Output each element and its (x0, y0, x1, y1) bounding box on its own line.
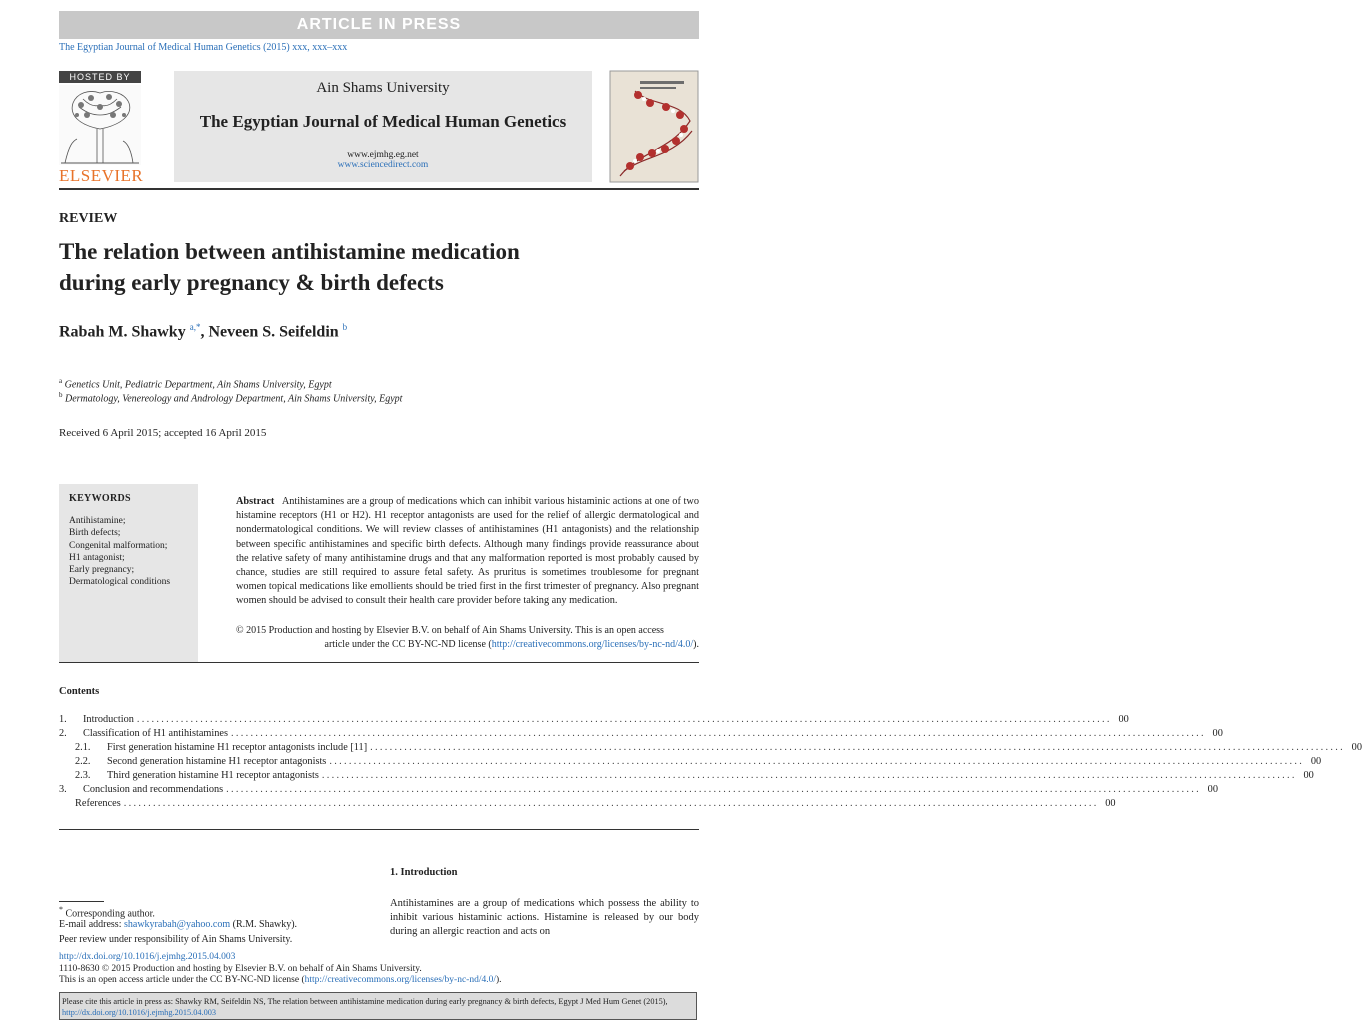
toc-leader-dots: ........................................................................................................................................................................................................ (231, 728, 1206, 739)
license-link[interactable]: http://creativecommons.org/licenses/by-nc-nd/4.0/ (491, 639, 694, 650)
toc-row[interactable] (59, 783, 1218, 797)
open-access-license-link[interactable]: http://creativecommons.org/licenses/by-nc-nd/4.0/ (304, 975, 496, 985)
journal-cover-image (610, 71, 698, 182)
peer-review-note: Peer review under responsibility of Ain Shams University. (59, 934, 293, 945)
toc-page-number: 00 (1303, 770, 1314, 781)
corresponding-author-mark: * (59, 905, 63, 914)
toc-label[interactable]: Conclusion and recommendations (83, 784, 224, 795)
toc-leader-dots: ........................................................................................................................................................................................................ (226, 784, 1201, 795)
email-suffix: (R.M. Shawky). (232, 919, 298, 930)
toc-page-number: 00 (1105, 798, 1116, 809)
toc-row[interactable] (59, 755, 1322, 769)
article-title-line-2: during early pregnancy & birth defects (59, 270, 444, 295)
journal-citation-link[interactable]: The Egyptian Journal of Medical Human Genetics (2015) xxx, xxx–xxx (59, 42, 348, 53)
journal-website-link[interactable]: www.ejmhg.eg.net (347, 150, 419, 160)
toc-page-number: 00 (1207, 784, 1218, 795)
toc-number: 1. (59, 714, 67, 725)
doi-link[interactable]: http://dx.doi.org/10.1016/j.ejmhg.2015.04.003 (59, 952, 236, 962)
toc-label[interactable]: Third generation histamine H1 receptor antagonists (107, 770, 319, 781)
toc-number: 2.1. (75, 742, 91, 753)
footnote-divider (59, 901, 104, 902)
header-divider (59, 188, 699, 190)
affiliation-b-text: Dermatology, Venereology and Andrology Department, Ain Shams University, Egypt (65, 393, 403, 405)
article-type-label: REVIEW (59, 211, 118, 226)
keyword-item: Birth defects; (69, 528, 121, 539)
toc-row[interactable] (59, 741, 1362, 755)
article-title-line-1: The relation between antihistamine medication (59, 239, 520, 264)
abstract-text: Antihistamines are a group of medications which can inhibit various histaminic actions at one of two histamine receptors (H1 or H2). H1 receptor antagonists are used for the relief of allergic dermatological and nondermatological conditions. We will review classes of antihistamines (H1 antagonists) and the relationship between specific antihistamines and specific birth defects. Although many findings provide reassurance about the relative safety of many antihistamine drugs and that any malformation reported is most probably caused by chance, studies are still required to assure fetal safety. As pruritus is sometimes troublesome for pregnant women topical medications like emollients should be tried first in the first trimester of pregnancy. Also pregnant women should be advised to consult their health care provider before taking any medication. (236, 496, 700, 607)
toc-row[interactable] (59, 713, 1129, 727)
author-1-name[interactable]: Rabah M. Shawky (59, 323, 186, 341)
toc-page-number: 00 (1118, 714, 1129, 725)
article-bottom-info (59, 952, 502, 987)
abstract (236, 495, 699, 609)
abstract-divider (59, 662, 699, 663)
toc-number: 2.2. (75, 756, 91, 767)
author-separator: , (200, 323, 205, 341)
please-cite-box (59, 992, 697, 1020)
email-link[interactable]: shawkyrabah@yahoo.com (123, 919, 231, 930)
journal-title: The Egyptian Journal of Medical Human Genetics (199, 112, 567, 131)
open-access-suffix: ). (496, 975, 502, 985)
toc-leader-dots: ........................................................................................................................................................................................................ (321, 770, 1297, 781)
university-name: Ain Shams University (316, 80, 450, 96)
elsevier-tree-logo-icon (59, 85, 141, 165)
copyright-line-2-suffix: ). (693, 639, 699, 650)
author-2-affiliation-mark[interactable]: b (342, 322, 348, 332)
toc-label[interactable]: Classification of H1 antihistamines (83, 728, 228, 739)
received-dates: Received 6 April 2015; accepted 16 April 2015 (59, 427, 267, 439)
issn-line: 1110-8630 © 2015 Production and hosting by Elsevier B.V. on behalf of Ain Shams University. (59, 963, 422, 974)
please-cite-doi-link[interactable]: http://dx.doi.org/10.1016/j.ejmhg.2015.04.003 (62, 1008, 217, 1017)
corresponding-author-note (59, 905, 155, 919)
keyword-item: Early pregnancy; (69, 565, 135, 576)
abstract-copyright (236, 624, 699, 652)
toc-leader-dots: ........................................................................................................................................................................................................ (123, 798, 1099, 809)
copyright-line-2-prefix: article under the CC BY-NC-ND license ( (324, 639, 492, 650)
toc-number (59, 797, 75, 811)
affiliation-a-text: Genetics Unit, Pediatric Department, Ain Shams University, Egypt (64, 379, 332, 391)
hosted-by-label: HOSTED BY (59, 71, 141, 83)
toc-row[interactable] (59, 727, 1223, 741)
toc-number: 3. (59, 784, 67, 795)
affiliation-a (59, 377, 332, 390)
toc-page-number: 00 (1310, 756, 1322, 767)
please-cite-text: Please cite this article in press as: Shawky RM, Seifeldin NS, The relation between antihistamine medication during early pregnancy & birth defects, Egypt J Med Hum Genet (2015), (62, 997, 668, 1006)
affiliation-b (59, 391, 402, 404)
toc-page-number: 00 (1212, 728, 1223, 739)
corresponding-author-text: Corresponding author. (65, 908, 155, 920)
email-note (59, 919, 297, 930)
open-access-line (59, 975, 502, 987)
introduction-heading: 1. Introduction (390, 867, 458, 878)
open-access-prefix: This is an open access article under the CC BY-NC-ND license ( (59, 975, 305, 985)
introduction-paragraph: Antihistamines are a group of medications which possess the ability to inhibit various histaminic actions. Histamine is released by our body during an allergic reaction and acts on (390, 898, 699, 937)
toc-number: 2. (59, 728, 67, 739)
keywords-title: KEYWORDS (69, 493, 131, 504)
article-title (59, 236, 679, 298)
sciencedirect-link[interactable]: www.sciencedirect.com (337, 160, 429, 170)
contents-title: Contents (59, 686, 100, 697)
toc-label[interactable]: References (75, 798, 121, 809)
toc-row[interactable] (59, 797, 1116, 811)
article-in-press-banner: ARTICLE IN PRESS (59, 11, 699, 39)
author-list (59, 322, 347, 341)
toc-leader-dots: ........................................................................................................................................................................................................ (136, 714, 1112, 725)
keyword-item: Congenital malformation; (69, 540, 168, 551)
author-2-name[interactable]: Neveen S. Seifeldin (208, 323, 339, 341)
toc-label[interactable]: Introduction (83, 714, 134, 725)
toc-page-number: 00 (1351, 742, 1362, 753)
table-of-contents (59, 713, 1362, 811)
elsevier-wordmark: ELSEVIER (59, 166, 144, 185)
keyword-item: Dermatological conditions (69, 577, 171, 588)
toc-number: 2.3. (75, 770, 91, 781)
toc-label[interactable]: Second generation histamine H1 receptor antagonists (107, 756, 327, 767)
toc-label[interactable]: First generation histamine H1 receptor antagonists include [11] (107, 742, 368, 753)
keywords-list (69, 515, 170, 589)
email-label: E-mail address: (59, 919, 122, 930)
affiliation-a-mark: a (59, 377, 63, 385)
affiliation-b-mark: b (59, 391, 63, 399)
author-1-affiliation-mark[interactable]: a,* (189, 322, 201, 332)
toc-leader-dots: ........................................................................................................................................................................................................ (370, 742, 1345, 753)
toc-row[interactable] (59, 769, 1314, 783)
abstract-label: Abstract (236, 496, 275, 507)
keyword-item: H1 antagonist; (69, 552, 125, 563)
contents-divider (59, 829, 699, 830)
copyright-line-1: © 2015 Production and hosting by Elsevier B.V. on behalf of Ain Shams University. This is an open access (236, 625, 664, 636)
keyword-item: Antihistamine; (69, 516, 126, 526)
toc-leader-dots: ........................................................................................................................................................................................................ (329, 756, 1305, 767)
